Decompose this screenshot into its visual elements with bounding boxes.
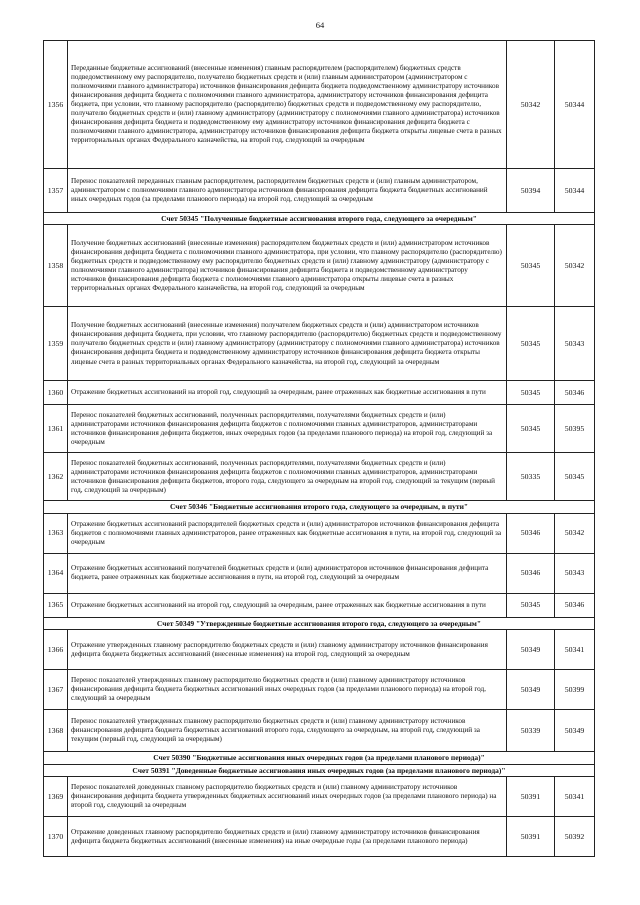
entry-number: 1364 <box>44 553 68 593</box>
account-header: Счет 50349 "Утвержденные бюджетные ассигнования второго года, следующего за очередным" <box>44 617 595 629</box>
table-row <box>44 553 595 593</box>
table-row <box>44 777 595 817</box>
credit-account: 50341 <box>555 777 595 817</box>
table-row <box>44 381 595 405</box>
debit-account: 50391 <box>507 817 555 857</box>
entry-number: 1363 <box>44 513 68 553</box>
entry-number: 1362 <box>44 453 68 501</box>
debit-account: 50345 <box>507 405 555 453</box>
table-row <box>44 41 595 169</box>
entry-description: Перенос показателей утвержденных главному распорядителю бюджетных средств и (или) главному администратору источников финансирования дефицита бюджета бюджетных ассигнований второго года, следующего за очередным, на второй год, следующий за текущим (первый год, следующий за очередным) <box>68 710 507 752</box>
entry-description: Получение бюджетных ассигнований (внесенные изменения) получателем бюджетных средств и (или) администратором источников финансирования дефицита бюджета, при условии, что главному распорядителю (распорядителю) бюджетных средств и подведомственному получателю бюджетных средств и (или) главному администратору (администратору с полномочиями главного администратора) источников финансирования дефицита бюджета и подведомственному администратору источников финансирования дефицита бюджета открыты лицевые счета в разных территориальных органах Федерального казначейства, на второй год, следующий за очередным <box>68 307 507 381</box>
entry-number: 1357 <box>44 169 68 213</box>
entry-number: 1356 <box>44 41 68 169</box>
debit-account: 50391 <box>507 777 555 817</box>
account-header-row <box>44 213 595 225</box>
debit-account: 50346 <box>507 513 555 553</box>
account-header-row <box>44 617 595 629</box>
entry-description: Отражение бюджетных ассигнований получателей бюджетных средств и (или) администраторов источников финансирования дефицита бюджета, ранее отраженных как бюджетные ассигнования в пути, на второй год, следующий за очередным <box>68 553 507 593</box>
account-header: Счет 50345 "Полученные бюджетные ассигнования второго года, следующего за очередным" <box>44 213 595 225</box>
entry-description: Перенос показателей переданных главным распорядителем, распорядителем бюджетных средств и (или) главным администратором, администратором с полномочиями главного администратора источников финансирования дефицита бюджета бюджетных ассигнований иных очередных годов (за пределами планового периода) на второй год, следующий за очередным <box>68 169 507 213</box>
credit-account: 50343 <box>555 553 595 593</box>
entry-number: 1367 <box>44 670 68 710</box>
table-row <box>44 593 595 617</box>
credit-account: 50344 <box>555 169 595 213</box>
account-header: Счет 50390 "Бюджетные ассигнования иных очередных годов (за пределами планового периода)" <box>44 752 595 764</box>
debit-account: 50342 <box>507 41 555 169</box>
debit-account: 50349 <box>507 670 555 710</box>
table-row <box>44 225 595 307</box>
debit-account: 50345 <box>507 593 555 617</box>
table-row <box>44 817 595 857</box>
entry-description: Переданные бюджетные ассигнований (внесенные изменения) главным распорядителем (распорядителем) бюджетных средств подведомственному ему распорядителю, получателю бюджетных средств и (или) главным администратором (администратором с полномочиями главного администратора) источников финансирования дефицита бюджета подведомственному администратору источников финансирования дефицита бюджета с полномочиями главного администратора, администратору источников финансирования дефицита бюджета, при условии, что главному распорядителю (распорядителю) бюджетных средств и подведомственному ему распорядителю, получателю бюджетных средств и (или) главному администратору (администратору с полномочиями главного администратора) источников финансирования дефицита бюджета и подведомственному ему администратору источников финансирования дефицита бюджета с полномочиями главного администратора, администратору источников финансирования дефицита бюджета открыты лицевые счета в разных территориальных органах Федерального казначейства, на второй год, следующий за очередным <box>68 41 507 169</box>
entry-number: 1365 <box>44 593 68 617</box>
credit-account: 50346 <box>555 381 595 405</box>
entry-number: 1369 <box>44 777 68 817</box>
credit-account: 50341 <box>555 630 595 670</box>
table-row <box>44 405 595 453</box>
table-row <box>44 453 595 501</box>
entry-number: 1358 <box>44 225 68 307</box>
credit-account: 50343 <box>555 307 595 381</box>
table-row <box>44 169 595 213</box>
debit-account: 50335 <box>507 453 555 501</box>
credit-account: 50342 <box>555 513 595 553</box>
entry-number: 1361 <box>44 405 68 453</box>
entry-description: Перенос показателей бюджетных ассигнований, полученных распорядителями, получателями бюджетных средств и (или) администраторами источников финансирования дефицита бюджетов с полномочиями главных администраторов, администраторами источников финансирования дефицита бюджетов, второго года, следующего за очередным на второй год, следующий за текущим (первый год, следующий за очередным) <box>68 453 507 501</box>
entry-description: Отражение утвержденных главному распорядителю бюджетных средств и (или) главному администратору источников финансирования дефицита бюджета бюджетных ассигнований (внесенные изменения) на второй год, следующий за очередным <box>68 630 507 670</box>
credit-account: 50392 <box>555 817 595 857</box>
account-header: Счет 50346 "Бюджетные ассигнования второго года, следующего за очередным, в пути" <box>44 501 595 513</box>
entry-number: 1368 <box>44 710 68 752</box>
debit-account: 50346 <box>507 553 555 593</box>
entry-number: 1359 <box>44 307 68 381</box>
debit-account: 50345 <box>507 307 555 381</box>
table-row <box>44 710 595 752</box>
page-number: 64 <box>315 20 325 30</box>
entry-description: Отражение бюджетных ассигнований на второй год, следующий за очередным, ранее отраженных как бюджетные ассигнования в пути <box>68 381 507 405</box>
debit-account: 50394 <box>507 169 555 213</box>
account-header-row <box>44 501 595 513</box>
account-header: Счет 50391 "Доведенные бюджетные ассигнования иных очередных годов (за пределами планового периода)" <box>44 764 595 776</box>
table-row <box>44 307 595 381</box>
table-row <box>44 513 595 553</box>
account-header-row <box>44 764 595 776</box>
entry-description: Отражение доведенных главному распорядителю бюджетных средств и (или) главному администратору источников финансирования дефицита бюджета бюджетных ассигнований (внесенные изменения) на иные очередные годы (за пределами планового периода) <box>68 817 507 857</box>
credit-account: 50345 <box>555 453 595 501</box>
entry-description: Получение бюджетных ассигнований (внесенные изменения) распорядителем бюджетных средств и (или) администратором источников финансирования дефицита бюджета с полномочиями главного администратора, при условии, что главному распорядителю (распорядителю) бюджетных средств и подведомственному ему распорядителю бюджетных средств и (или) главному администратору (администратору с полномочиями главного администратора) источников финансирования дефицита бюджета и подведомственному администратору источников финансирования дефицита бюджета с полномочиями главного администратора открыты лицевые счета в разных территориальных органах Федерального казначейства, на второй год, следующий за очередным <box>68 225 507 307</box>
account-header-row <box>44 752 595 764</box>
debit-account: 50339 <box>507 710 555 752</box>
entry-number: 1360 <box>44 381 68 405</box>
entry-description: Отражение бюджетных ассигнований распорядителей бюджетных средств и (или) администраторов источников финансирования дефицита бюджетов с полномочиями главных администраторов, ранее отраженных как бюджетные ассигнования в пути, на второй год, следующий за очередным <box>68 513 507 553</box>
credit-account: 50342 <box>555 225 595 307</box>
credit-account: 50349 <box>555 710 595 752</box>
debit-account: 50345 <box>507 225 555 307</box>
debit-account: 50349 <box>507 630 555 670</box>
entry-description: Перенос показателей бюджетных ассигнований, полученных распорядителями, получателями бюджетных средств и (или) администраторами источников финансирования дефицита бюджетов с полномочиями главных администраторов, администраторами источников финансирования дефицита бюджетов, иных очередных годов (за пределами планового периода) на второй год, следующий за очередным <box>68 405 507 453</box>
credit-account: 50395 <box>555 405 595 453</box>
entry-description: Отражение бюджетных ассигнований на второй год, следующий за очередным, ранее отраженных как бюджетные ассигнования в пути <box>68 593 507 617</box>
credit-account: 50344 <box>555 41 595 169</box>
table-row <box>44 670 595 710</box>
entry-description: Перенос показателей доведенных главному распорядителю бюджетных средств и (или) главному администратору источников финансирования дефицита бюджета утвержденных бюджетных ассигнований иных очередных годов (за пределами планового периода) на второй год, следующий за очередным <box>68 777 507 817</box>
credit-account: 50399 <box>555 670 595 710</box>
entry-number: 1366 <box>44 630 68 670</box>
entry-description: Перенос показателей утвержденных главному распорядителю бюджетных средств и (или) главному администратору источников финансирования дефицита бюджета бюджетных ассигнований иных очередных годов (за пределами планового периода) на второй год, следующий за очередным <box>68 670 507 710</box>
accounting-entries-table <box>43 40 595 857</box>
credit-account: 50346 <box>555 593 595 617</box>
debit-account: 50345 <box>507 381 555 405</box>
entry-number: 1370 <box>44 817 68 857</box>
table-row <box>44 630 595 670</box>
